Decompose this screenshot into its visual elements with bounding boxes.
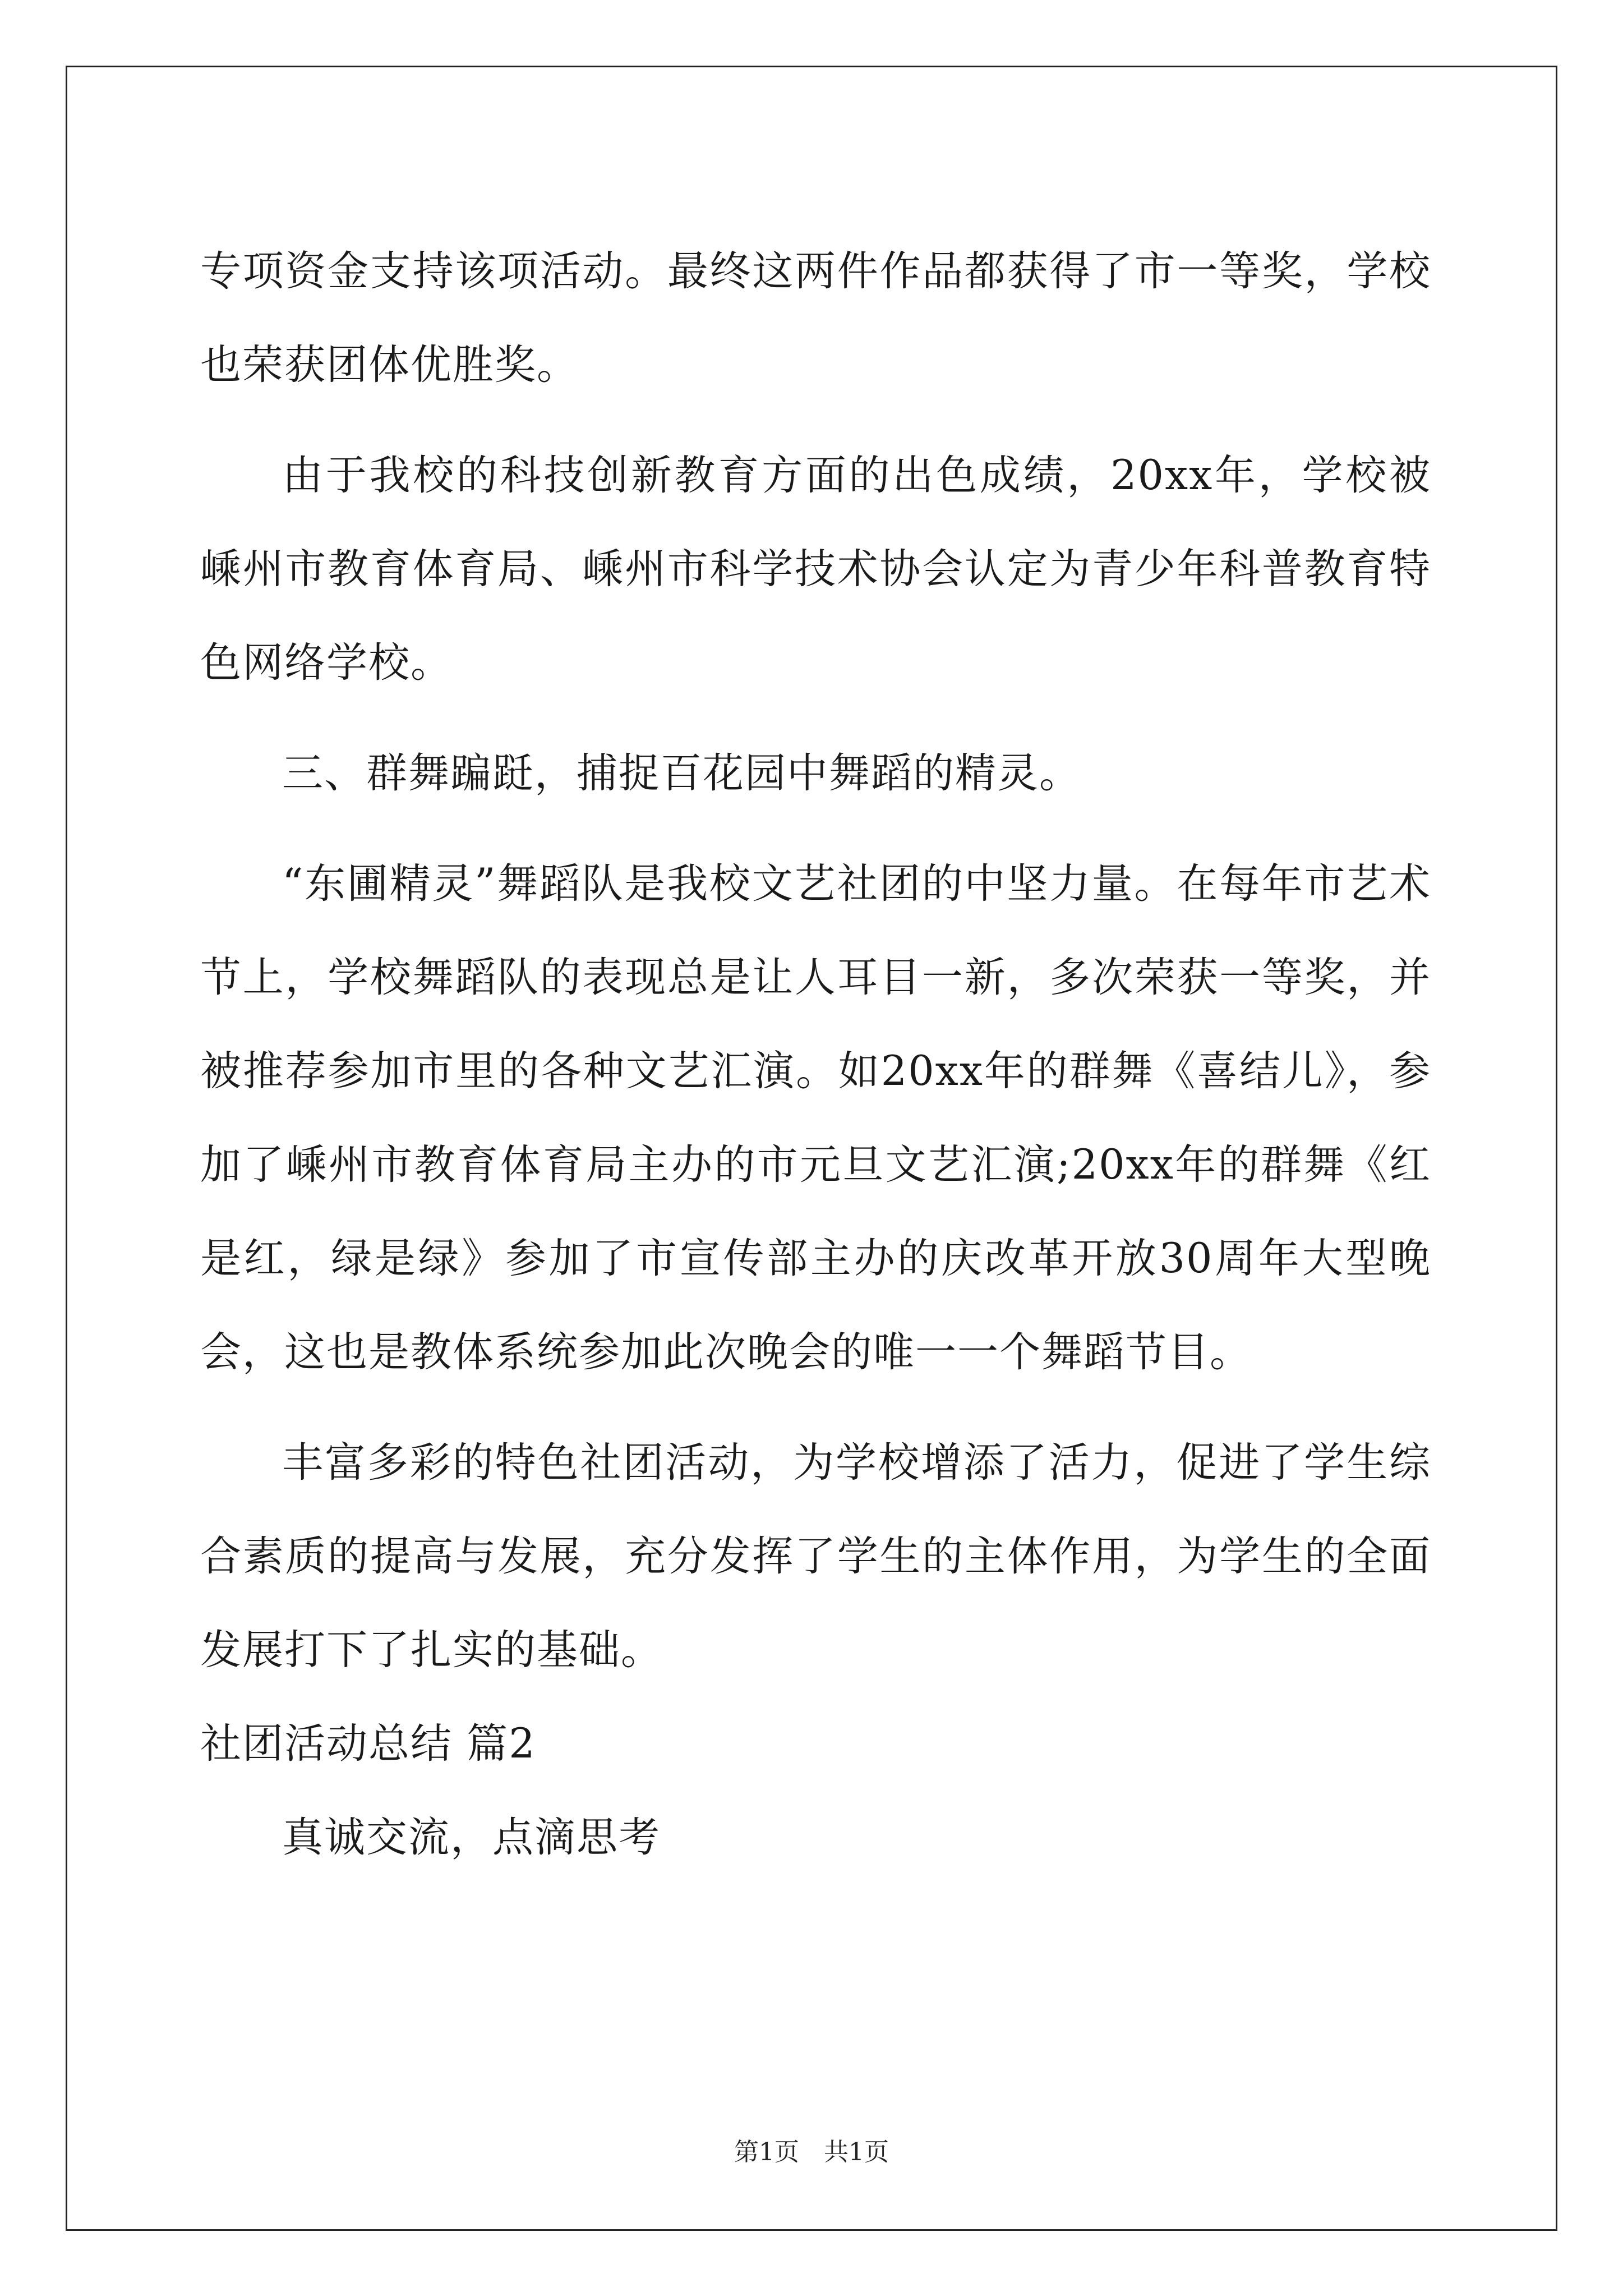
paragraph-2: 由于我校的科技创新教育方面的出色成绩，20xx年，学校被嵊州市教育体育局、嵊州市科学技术协会认定为青少年科普教育特色网络学校。: [200, 452, 1431, 687]
section-heading: 社团活动总结 篇2: [200, 1720, 536, 1768]
paragraph-1: 专项资金支持该项活动。最终这两件作品都获得了市一等奖，学校也荣获团体优胜奖。: [200, 247, 1431, 389]
document-body: [200, 224, 1431, 1884]
paragraph-3-heading: 三、群舞蹁跹，捕捉百花园中舞蹈的精灵。: [282, 749, 1081, 797]
page-number: 第1页 共1页: [734, 2138, 889, 2166]
paragraph-5: 丰富多彩的特色社团活动，为学校增添了活力，促进了学生综合素质的提高与发展，充分发挥了学生的主体作用，为学生的全面发展打下了扎实的基础。: [200, 1439, 1431, 1674]
paragraph-4: “东圃精灵”舞蹈队是我校文艺社团的中坚力量。在每年市艺术节上，学校舞蹈队的表现总是让人耳目一新，多次荣获一等奖，并被推荐参加市里的各种文艺汇演。如20xx年的群舞《喜结儿》，参加了嵊州市教育体育局主办的市元旦文艺汇演;20xx年的群舞《红是红，绿是绿》参加了市宣传部主办的庆改革开放30周年大型晚会，这也是教体系统参加此次晚会的唯一一个舞蹈节目。: [200, 860, 1431, 1376]
sub-heading: 真诚交流，点滴思考: [282, 1814, 661, 1861]
